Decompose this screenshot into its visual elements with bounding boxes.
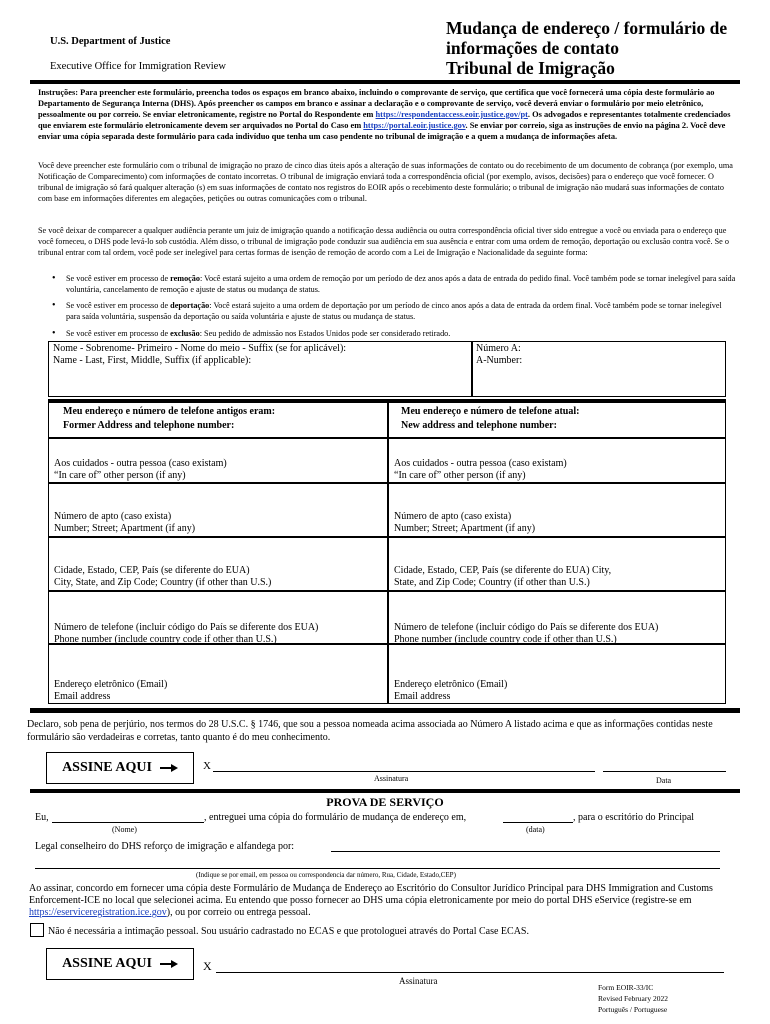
date-label: Data	[656, 776, 672, 785]
old-email-field[interactable]: Endereço eletrônico (Email) Email address	[54, 679, 168, 702]
proof-top-rule	[30, 789, 740, 793]
bullet-removal: • Se você estiver em processo de remoção: Você estará sujeito a uma ordem de remoção por um período de dez anos após a data de entrada do pedido final. Você também pode se tornar inelegível para saída voluntária, cancelamento de remoção e ajuste de status ou mudança de status.	[52, 273, 736, 295]
signature-label: Assinatura	[374, 774, 409, 783]
anumber-field[interactable]: Número A: A-Number:	[476, 343, 523, 366]
respondent-portal-link[interactable]: https://respondentaccess.eoir.justice.gov/pt	[375, 110, 528, 119]
name-field[interactable]: Nome - Sobrenome- Primeiro - Nome do meio - Suffix (se for aplicável): Name - Last, First, Middle, Suffix (if applicable):	[53, 343, 347, 366]
new-email-field[interactable]: Endereço eletrônico (Email) Email address	[394, 679, 508, 702]
old-phone-field[interactable]: Número de telefone (incluir código do País se diferente dos EUA) Phone number (include country code if other than U.S.)	[54, 622, 319, 645]
signature-line-2[interactable]	[216, 972, 724, 973]
department-name: U.S. Department of Justice	[50, 36, 171, 47]
signature-x-mark-2: X	[203, 959, 212, 973]
signature-x-mark: X	[203, 760, 211, 772]
no-personal-service-checkbox[interactable]	[30, 923, 44, 937]
declaration-text: Declaro, sob pena de perjúrio, nos termos do 28 U.S.C. § 1746, que sou a pessoa nomeada acima associada ao Número A listado acima e que as informações contidas neste formulário são verdadeiras e corretas, tanto quanto é do meu conhecimento.	[27, 719, 713, 743]
revision-date: Revised February 2022	[598, 994, 668, 1003]
old-care-of-field[interactable]: Aos cuidados - outra pessoa (caso existam) “In care of” other person (if any)	[54, 458, 227, 481]
proof-delivered-text: , entreguei uma cópia do formulário de mudança de endereço em,	[204, 812, 467, 823]
checkbox-label: Não é necessária a intimação pessoal. Sou usuário cadrastado no ECAS e que protologuei através do Portal Case ECAS.	[48, 926, 529, 937]
new-phone-field[interactable]: Número de telefone (incluir código do País se diferente dos EUA) Phone number (include country code if other than U.S.)	[394, 622, 659, 645]
arrow-right-icon	[160, 960, 178, 968]
form-footer	[598, 982, 668, 1015]
name-caption: (Nome)	[112, 825, 137, 834]
proof-of-service-title: PROVA DE SERVIÇO	[326, 795, 444, 809]
old-city-field[interactable]: Cidade, Estado, CEP, País (se diferente do EUA) City, State, and Zip Code; Country (if other than U.S.)	[54, 565, 272, 588]
signature-line[interactable]	[213, 771, 595, 772]
service-method-line[interactable]	[331, 851, 720, 852]
eservice-registration-link[interactable]: https://eserviceregistration.ice.gov	[29, 907, 167, 918]
date-line[interactable]	[603, 771, 726, 772]
date-caption: (data)	[526, 825, 545, 834]
name-box-divider	[471, 342, 473, 396]
dhs-counsel-label: Legal conselheiro do DHS reforço de imigração e alfandega por:	[35, 841, 295, 852]
case-portal-link[interactable]: https://portal.eoir.justice.gov	[363, 121, 466, 130]
paragraph-consequences: Se você deixar de comparecer a qualquer audiência perante um juiz de imigração quando a notificação dessa audiência ou outra correspondência oficial tiver sido entregue a você ou enviada para o endereço que você forneceu, o DHS pode levá-lo sob custódia. Além disso, o tribunal de imigração pode conduzir sua audiência em sua ausência e entrar com uma ordem de remoção, deportação ou exclusão contra você. Se o tribunal entrar com tal ordem, você pode ser inelegível para certas formas de isenção de remoção de acordo com a Lei de Imigração e Nacionalidade da seguinte forma:	[38, 226, 729, 257]
instructions: Instruções: Para preencher este formulário, preencha todos os espaços em branco abaixo, incluindo o comprovante de serviço, que certifica que você fornecerá uma cópia deste formulário ao Departamento de Segurança Interna (DHS). Após preencher os campos em branco e assinar a declaração e o comprovante de serviço, você deverá enviar o formulário por meio eletrônico, pessoalmente ou por correio. Se enviar eletronicamente, registre no Portal do Respondente em https://respondentaccess.eoir.justice.gov/pt. Os advogados e representantes totalmente credenciados que enviarem este formulário eletronicamente devem ser arquivados no Portal do Caso em https://portal.eoir.justice.gov. Se enviar por correio, siga as instruções de envio na página 2. Você deve enviar uma cópia separada deste formulário para cada indivíduo que tenha um caso pendente no tribunal de imigração e a quem a mudança de informações afeta.	[38, 88, 731, 141]
old-street-field[interactable]: Número de apto (caso exista) Number; Street; Apartment (if any)	[54, 511, 196, 534]
proof-eu-label: Eu,	[35, 812, 49, 823]
form-header	[0, 0, 770, 82]
name-anumber-box	[48, 341, 726, 397]
server-name-line[interactable]	[52, 822, 204, 823]
proof-to-office-text: , para o escritório do Principal	[573, 812, 695, 823]
old-address-header: Meu endereço e número de telefone antigos eram: Former Address and telephone number:	[63, 406, 276, 431]
service-date-line[interactable]	[503, 822, 573, 823]
new-city-field[interactable]: Cidade, Estado, CEP, País (se diferente do EUA) City, State, and Zip Code; Country (if other than U.S.)	[394, 565, 612, 588]
new-street-field[interactable]: Número de apto (caso exista) Number; Street; Apartment (if any)	[394, 511, 536, 534]
new-address-header: Meu endereço e número de telefone atual: New address and telephone number:	[401, 406, 580, 431]
service-method-caption: (Indique se por email, em pessoa ou correspondencia dar número, Rua, Cidade, Estado,CEP)	[196, 871, 456, 879]
grid-divider	[387, 403, 389, 703]
form-title: Mudança de endereço / formulário de informações de contato Tribunal de Imigração	[446, 18, 728, 78]
consent-text: Ao assinar, concordo em fornecer uma cópia deste Formulário de Mudança de Endereço ao Escritório do Consultor Jurídico Principal para DHS Immigration and Customs Enforcement-ICE no local que selecionei acima. Eu entendo que posso fornecer ao DHS uma cópia eletronicamente por meio do portal DHS eService (registre-se em https://eserviceregistration.ice.gov), ou por correio ou entrega pessoal.	[29, 883, 713, 918]
bullet-deportation: • Se você estiver em processo de deportação: Você estará sujeito a uma ordem de deportação por um período de cinco anos após a data de entrada da ordem final. Você também pode se tornar inelegível para saída voluntária, suspensão da deportação ou saída voluntária e ajuste de status ou mudança de status.	[52, 300, 736, 322]
bullet-exclusion: • Se você estiver em processo de exclusão: Seu pedido de admissão nos Estados Unidos pode ser considerado retirado.	[52, 328, 736, 339]
form-number: Form EOIR-33/IC	[598, 983, 654, 992]
paragraph-deadline: Você deve preencher este formulário com o tribunal de imigração no prazo de cinco dias úteis após a alteração de suas informações de contato ou do recebimento de um documento de cobrança (por exemplo, uma Notificação de Comparecimento) com informações de contato incorretas. O tribunal de imigração enviará toda a correspondência oficial (por exemplo, avisos, decisões) para o endereço que você fornecer. O tribunal de imigração só fará qualquer alteração (s) em suas informações de contato nos registros do EOIR após o recebimento deste formulário; o tribunal de imigração não mudará suas informações de contato com base em informações diferentes em alegações, petições ou outras comunicações com o tribunal.	[38, 161, 733, 203]
service-method-line-2[interactable]	[35, 868, 720, 869]
office-name: Executive Office for Immigration Review	[50, 61, 226, 72]
arrow-right-icon	[160, 764, 178, 772]
sign-here-button[interactable]: ASSINE AQUI	[46, 752, 194, 784]
grid-bottom-rule	[30, 708, 740, 713]
new-care-of-field[interactable]: Aos cuidados - outra pessoa (caso existam) “In care of” other person (if any)	[394, 458, 567, 481]
sign-here-button-2[interactable]: ASSINE AQUI	[46, 948, 194, 980]
header-rule	[30, 80, 740, 84]
signature-label-2: Assinatura	[399, 976, 438, 986]
address-grid	[48, 402, 726, 704]
language-label: Português / Portuguese	[598, 1005, 668, 1014]
